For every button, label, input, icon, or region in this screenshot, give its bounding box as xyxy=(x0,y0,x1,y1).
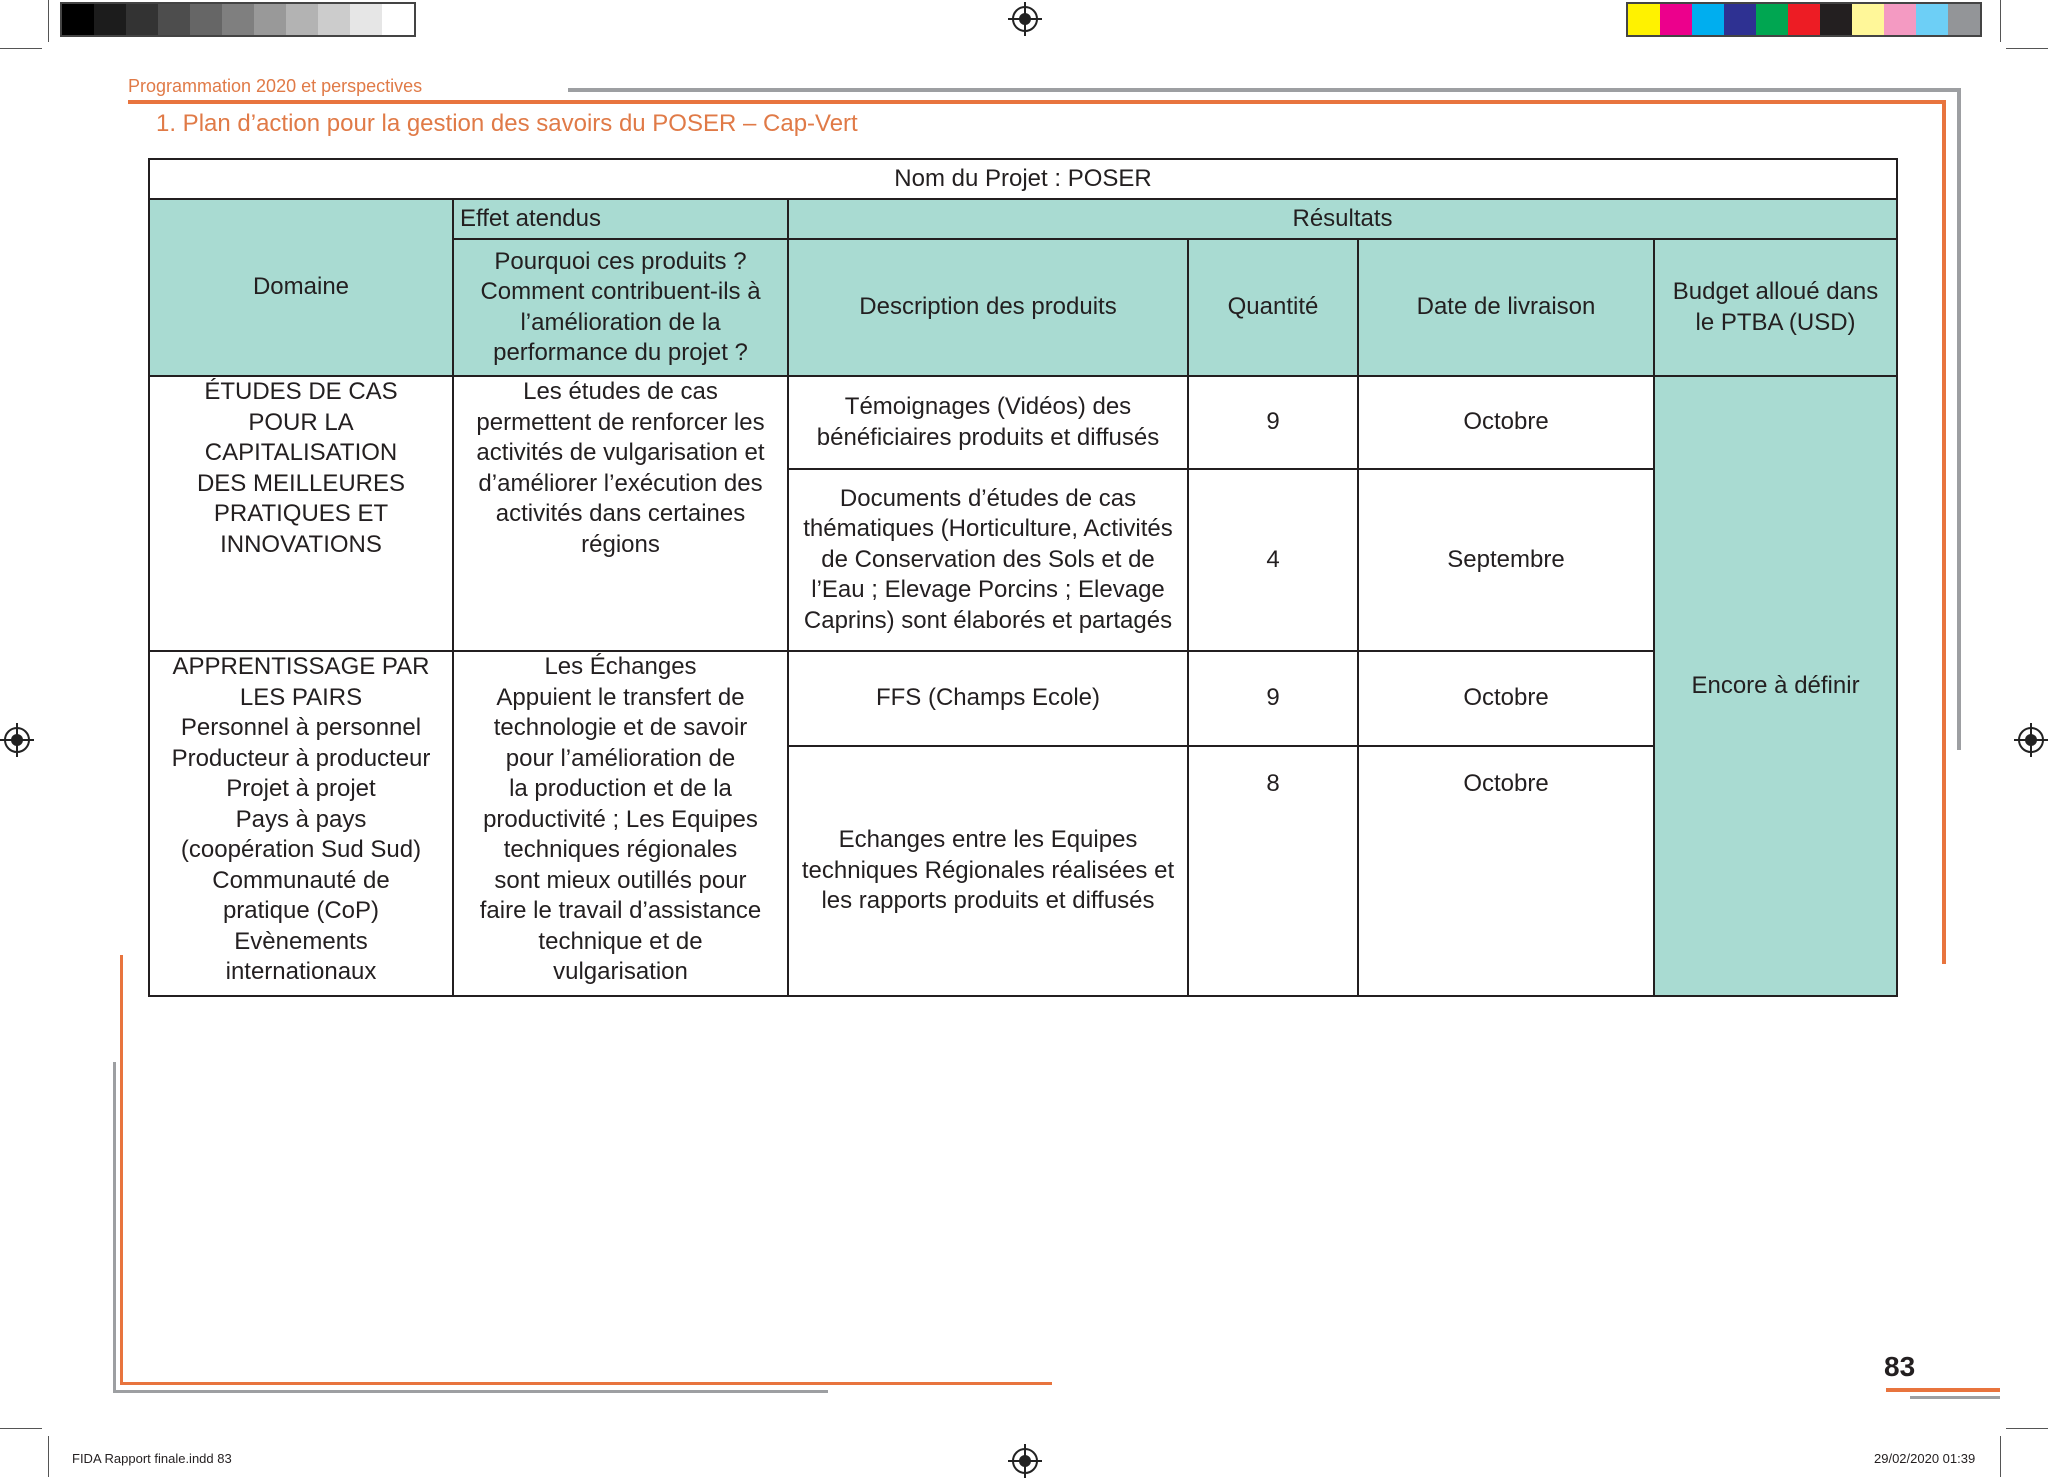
gray-swatch-4 xyxy=(190,4,222,35)
crop-mark xyxy=(2006,48,2048,49)
color-swatch-9 xyxy=(1916,4,1948,35)
color-swatch-10 xyxy=(1948,4,1980,35)
project-name-cell: Nom du Projet : POSER xyxy=(149,159,1897,199)
crop-mark xyxy=(0,48,42,49)
effet-atendus-header: Effet atendus xyxy=(453,199,788,239)
action-plan-table xyxy=(148,158,1898,997)
color-swatch-8 xyxy=(1884,4,1916,35)
color-swatch-0 xyxy=(1628,4,1660,35)
footer-timestamp: 29/02/2020 01:39 xyxy=(1874,1451,1976,1466)
domaine-header: Domaine xyxy=(149,199,453,376)
registration-mark-left xyxy=(4,727,30,753)
section-title: 1. Plan d’action pour la gestion des savoirs du POSER – Cap-Vert xyxy=(156,110,858,137)
quantite-header: Quantité xyxy=(1188,239,1358,376)
frame-line-right-gray xyxy=(1957,88,1961,750)
crop-mark xyxy=(0,1428,42,1429)
effet-cell: Les études de cas permettent de renforcer les activités de vulgarisation et d’améliorer l’exécution des activités dans certaines régions xyxy=(453,376,788,651)
color-swatch-5 xyxy=(1788,4,1820,35)
grayscale-color-bar xyxy=(60,2,416,37)
crop-mark xyxy=(2000,1436,2001,1477)
domaine-cell: APPRENTISSAGE PAR LES PAIRS Personnel à personnel Producteur à producteur Projet à projet Pays à pays (coopération Sud Sud) Communauté de pratique (CoP) Evènements internationaux xyxy=(149,651,453,996)
domaine-cell: ÉTUDES DE CAS POUR LA CAPITALISATION DES MEILLEURES PRATIQUES ET INNOVATIONS xyxy=(149,376,453,651)
process-color-bar xyxy=(1626,2,1982,37)
gray-swatch-7 xyxy=(286,4,318,35)
description-cell: Echanges entre les Equipes techniques Régionales réalisées et les rapports produits et diffusés xyxy=(788,746,1188,996)
page-number-rule-gray xyxy=(1910,1396,2000,1399)
gray-swatch-9 xyxy=(350,4,382,35)
running-head: Programmation 2020 et perspectives xyxy=(128,76,423,96)
page-number-rule-orange xyxy=(1886,1388,2000,1392)
gray-swatch-6 xyxy=(254,4,286,35)
gray-swatch-5 xyxy=(222,4,254,35)
registration-mark-right xyxy=(2018,727,2044,753)
crop-mark xyxy=(2000,0,2001,42)
registration-mark-bottom xyxy=(1012,1448,1038,1474)
page-number: 83 xyxy=(1884,1351,1916,1382)
crop-mark xyxy=(48,0,49,42)
quantite-cell: 9 xyxy=(1188,376,1358,469)
date-cell: Septembre xyxy=(1358,469,1654,651)
gray-swatch-3 xyxy=(158,4,190,35)
effet-cell: Les Échanges Appuient le transfert de technologie et de savoir pour l’amélioration de la production et de la productivité ; Les Equipes techniques régionales sont mieux outillés pour faire le travail d’assistance technique et de vulgarisation xyxy=(453,651,788,996)
effet-question-header: Pourquoi ces produits ? Comment contribuent-ils à l’amélioration de la performance du projet ? xyxy=(453,239,788,376)
footer-file-name: FIDA Rapport finale.indd 83 xyxy=(72,1451,232,1466)
crop-mark xyxy=(48,1436,49,1477)
date-livraison-header: Date de livraison xyxy=(1358,239,1654,376)
crop-mark xyxy=(2006,1428,2048,1429)
color-swatch-1 xyxy=(1660,4,1692,35)
description-cell: Témoignages (Vidéos) des bénéficiaires produits et diffusés xyxy=(788,376,1188,469)
gray-swatch-0 xyxy=(62,4,94,35)
gray-swatch-2 xyxy=(126,4,158,35)
frame-line-left-orange xyxy=(120,955,123,1385)
date-cell: Octobre xyxy=(1358,376,1654,469)
quantite-cell: 8 xyxy=(1188,746,1358,996)
color-swatch-7 xyxy=(1852,4,1884,35)
color-swatch-3 xyxy=(1724,4,1756,35)
frame-line-left-gray xyxy=(113,1062,116,1392)
description-cell: Documents d’études de cas thématiques (Horticulture, Activités de Conservation des Sols et de l’Eau ; Elevage Porcins ; Elevage Caprins) sont élaborés et partagés xyxy=(788,469,1188,651)
budget-cell: Encore à définir xyxy=(1654,376,1897,996)
color-swatch-4 xyxy=(1756,4,1788,35)
description-cell: FFS (Champs Ecole) xyxy=(788,651,1188,746)
color-swatch-6 xyxy=(1820,4,1852,35)
frame-line-top-gray xyxy=(568,88,1961,92)
frame-line-bottom-orange xyxy=(120,1382,1052,1385)
date-cell: Octobre xyxy=(1358,651,1654,746)
budget-header: Budget alloué dans le PTBA (USD) xyxy=(1654,239,1897,376)
color-swatch-2 xyxy=(1692,4,1724,35)
frame-line-right-orange xyxy=(1942,100,1946,964)
gray-swatch-10 xyxy=(382,4,414,35)
quantite-cell: 9 xyxy=(1188,651,1358,746)
frame-line-bottom-gray xyxy=(113,1390,828,1393)
frame-line-top-orange xyxy=(128,100,1946,104)
date-cell: Octobre xyxy=(1358,746,1654,996)
registration-mark-top xyxy=(1012,6,1038,32)
resultats-header: Résultats xyxy=(788,199,1897,239)
gray-swatch-1 xyxy=(94,4,126,35)
quantite-cell: 4 xyxy=(1188,469,1358,651)
gray-swatch-8 xyxy=(318,4,350,35)
description-header: Description des produits xyxy=(788,239,1188,376)
